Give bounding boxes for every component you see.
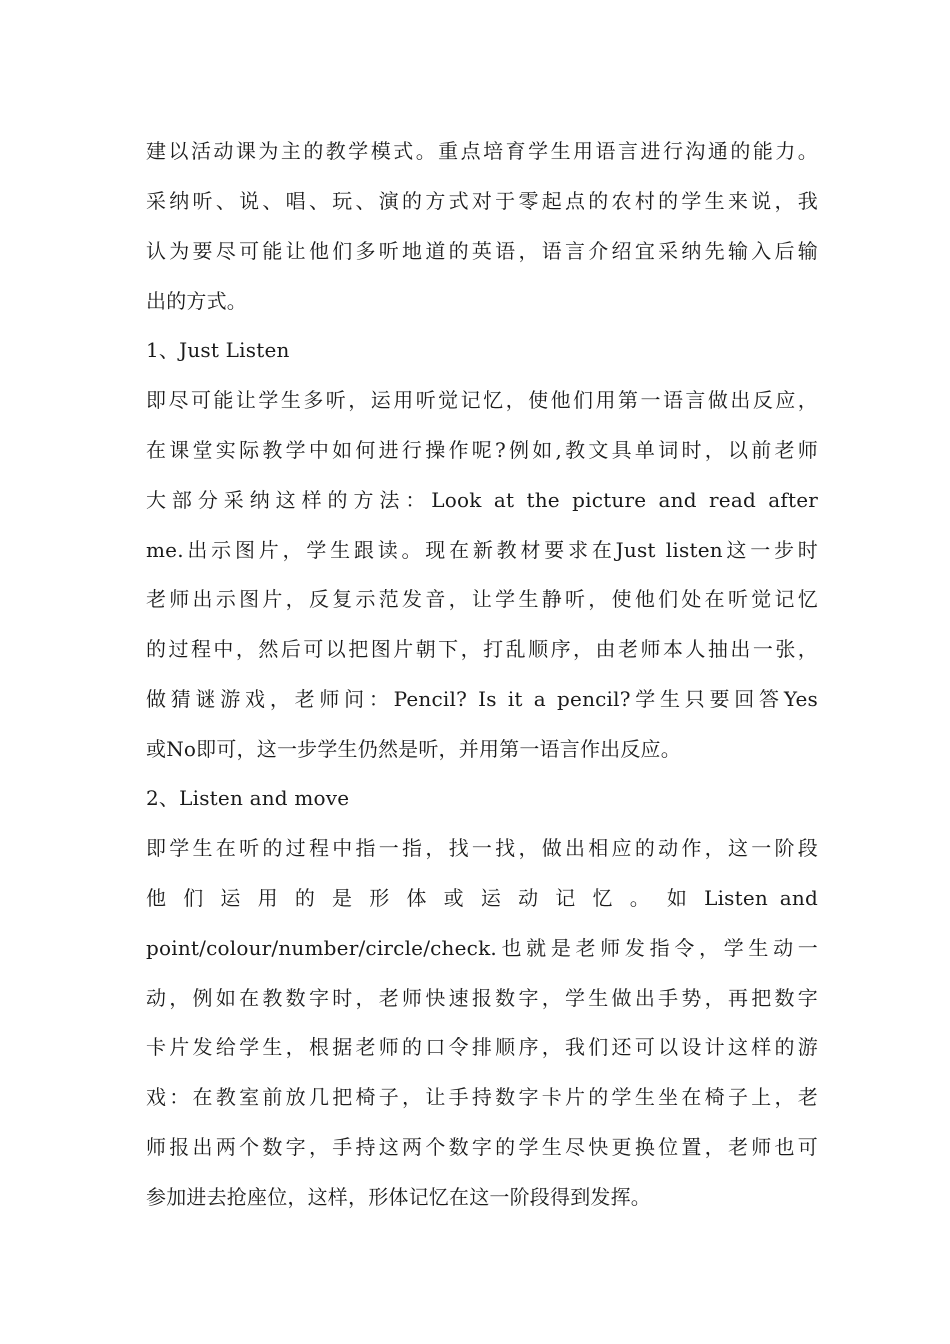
paragraph-line: 采纳听、说、唱、玩、演的方式对于零起点的农村的学生来说，我 — [146, 189, 818, 213]
paragraph-line: 他 们 运 用 的 是 形 体 或 运 动 记 忆 。 如 Listen and — [146, 886, 818, 910]
paragraph-line: 建以活动课为主的教学模式。重点培育学生用语言进行沟通的能力。 — [146, 139, 818, 163]
paragraph-line: 的过程中，然后可以把图片朝下，打乱顺序，由老师本人抽出一张， — [146, 637, 818, 661]
paragraph-line: 做猜谜游戏，老师问：Pencil? Is it a pencil?学生只要回答Yes — [146, 687, 818, 711]
paragraph-line: 师报出两个数字，手持这两个数字的学生尽快更换位置，老师也可 — [146, 1135, 818, 1159]
paragraph-line: 戏：在教室前放几把椅子，让手持数字卡片的学生坐在椅子上，老 — [146, 1085, 818, 1109]
paragraph-line: 老师出示图片，反复示范发音，让学生静听，使他们处在听觉记忆 — [146, 587, 818, 611]
paragraph-line: 即尽可能让学生多听，运用听觉记忆，使他们用第一语言做出反应， — [146, 388, 818, 412]
paragraph-line: point/colour/number/circle/check.也就是老师发指令，学生动一 — [146, 936, 818, 960]
paragraph-line: 动，例如在教数字时，老师快速报数字，学生做出手势，再把数字 — [146, 986, 818, 1010]
paragraph-line: me.出示图片，学生跟读。现在新教材要求在Just listen这一步时 — [146, 538, 818, 562]
paragraph-line: 即学生在听的过程中指一指，找一找，做出相应的动作，这一阶段 — [146, 836, 818, 860]
paragraph-line: 或No即可，这一步学生仍然是听，并用第一语言作出反应。 — [146, 737, 681, 761]
paragraph-line: 出的方式。 — [146, 289, 247, 313]
paragraph-line: 在课堂实际教学中如何进行操作呢?例如,教文具单词时，以前老师 — [146, 438, 818, 462]
paragraph-line: 认为要尽可能让他们多听地道的英语，语言介绍宜采纳先输入后输 — [146, 239, 818, 263]
section-heading: 1、Just Listen — [146, 338, 290, 362]
paragraph-line: 卡片发给学生，根据老师的口令排顺序，我们还可以设计这样的游 — [146, 1035, 818, 1059]
section-heading: 2、Listen and move — [146, 786, 350, 810]
paragraph-line: 大部分采纳这样的方法：Look at the picture and read after — [146, 488, 818, 512]
paragraph-line: 参加进去抢座位，这样，形体记忆在这一阶段得到发挥。 — [146, 1185, 651, 1209]
